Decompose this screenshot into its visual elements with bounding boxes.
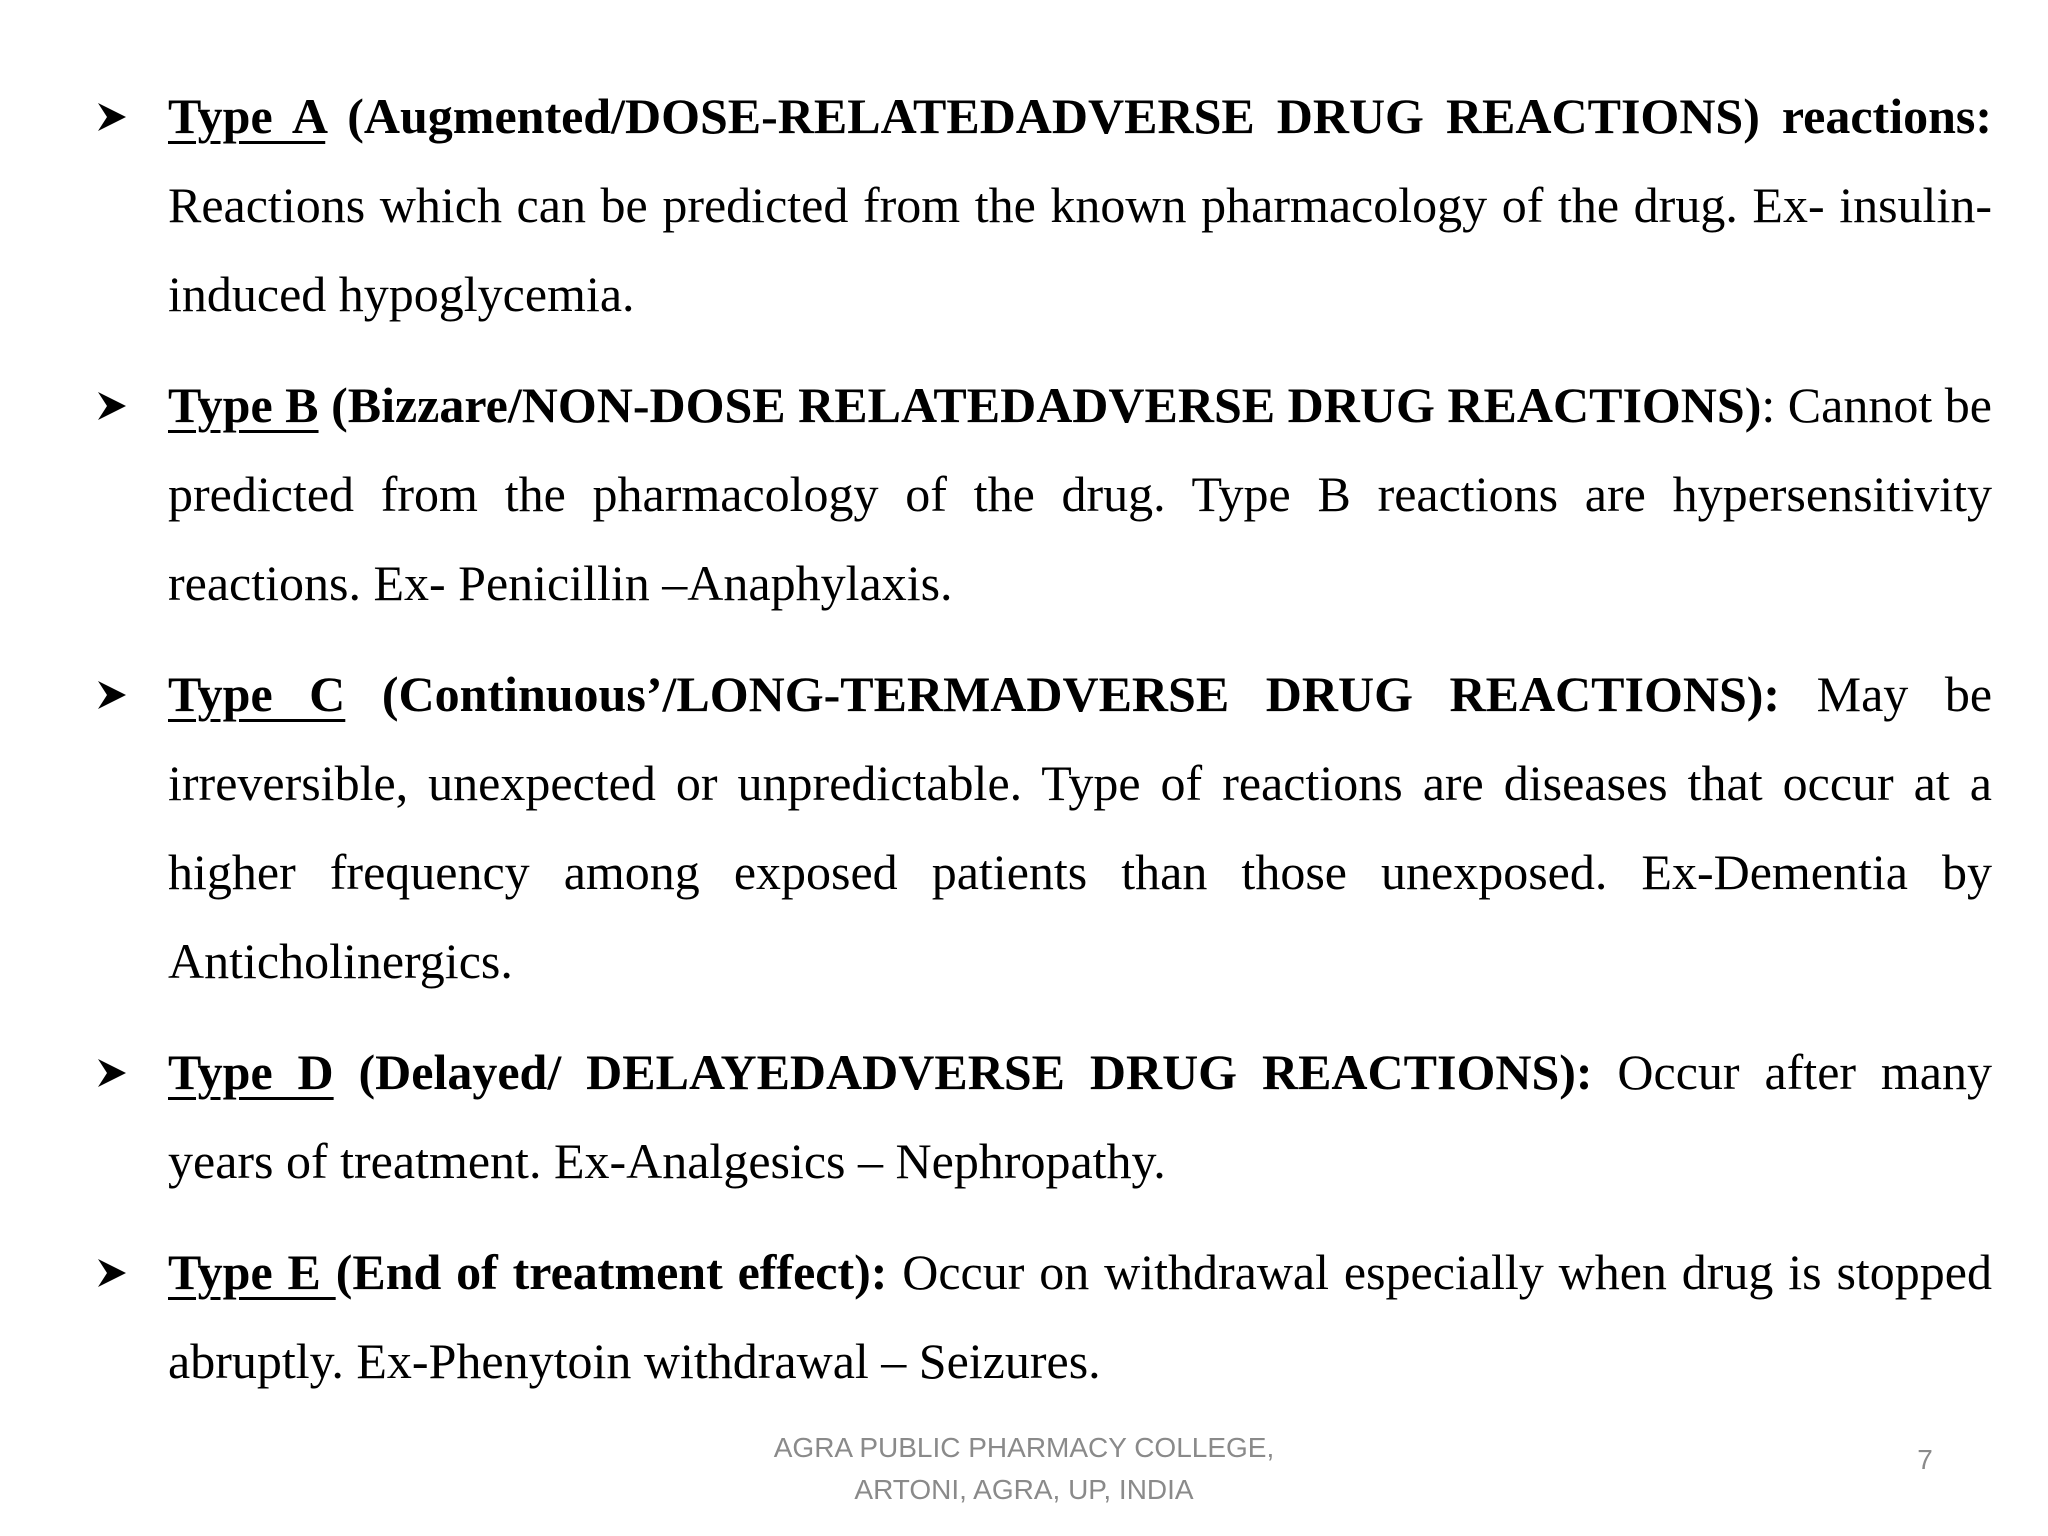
type-heading: (Continuous’/LONG-TERMADVERSE DRUG REACTIONS): [345,666,1781,722]
type-heading: (End of treatment effect): [335,1244,888,1300]
list-item-type-e [92,1228,1992,1406]
arrowhead-bullet-icon [92,72,132,161]
list-item-type-b [92,361,1992,628]
arrowhead-bullet-icon [92,1028,132,1117]
list-item-type-a [92,72,1992,339]
type-description: Occur on withdrawal especially when drug is stopped abruptly. Ex-Phenytoin withdrawal – Seizures. [168,1244,1992,1389]
type-label: Type C [168,666,346,722]
type-label: Type D [168,1044,334,1100]
list-item-type-c [92,650,1992,1006]
page-number: 7 [1917,1444,1933,1475]
type-description: May be irreversible, unexpected or unpredictable. Type of reactions are diseases that occur at a higher frequency among exposed patients than those unexposed. Ex-Dementia by Anticholinergics. [168,666,1993,989]
type-label: Type B [168,377,319,433]
arrowhead-bullet-icon [92,650,132,739]
type-heading: (Augmented/DOSE-RELATEDADVERSE DRUG REACTIONS) reactions: [325,88,1993,144]
type-label: Type A [168,88,326,144]
arrowhead-bullet-icon [92,361,132,450]
arrowhead-bullet-icon [92,1228,132,1317]
footer-line-2: ARTONI, AGRA, UP, INDIA [854,1474,1194,1505]
type-description: : Cannot be predicted from the pharmacology of the drug. Type B reactions are hypersensitivity reactions. Ex- Penicillin –Anaphylaxis. [168,377,1992,611]
type-description: Occur after many years of treatment. Ex-Analgesics – Nephropathy. [168,1044,1992,1189]
type-label: Type E [168,1244,336,1300]
type-heading: (Delayed/ DELAYEDADVERSE DRUG REACTIONS): [333,1044,1593,1100]
footer-line-1: AGRA PUBLIC PHARMACY COLLEGE, [773,1432,1275,1463]
list-item-type-d [92,1028,1992,1206]
adr-type-list [92,72,1992,1428]
type-description: Reactions which can be predicted from the known pharmacology of the drug. Ex- insulin-induced hypoglycemia. [168,177,1992,322]
type-heading: (Bizzare/NON-DOSE RELATEDADVERSE DRUG REACTIONS) [318,377,1762,433]
footer-institution [684,1427,1364,1511]
